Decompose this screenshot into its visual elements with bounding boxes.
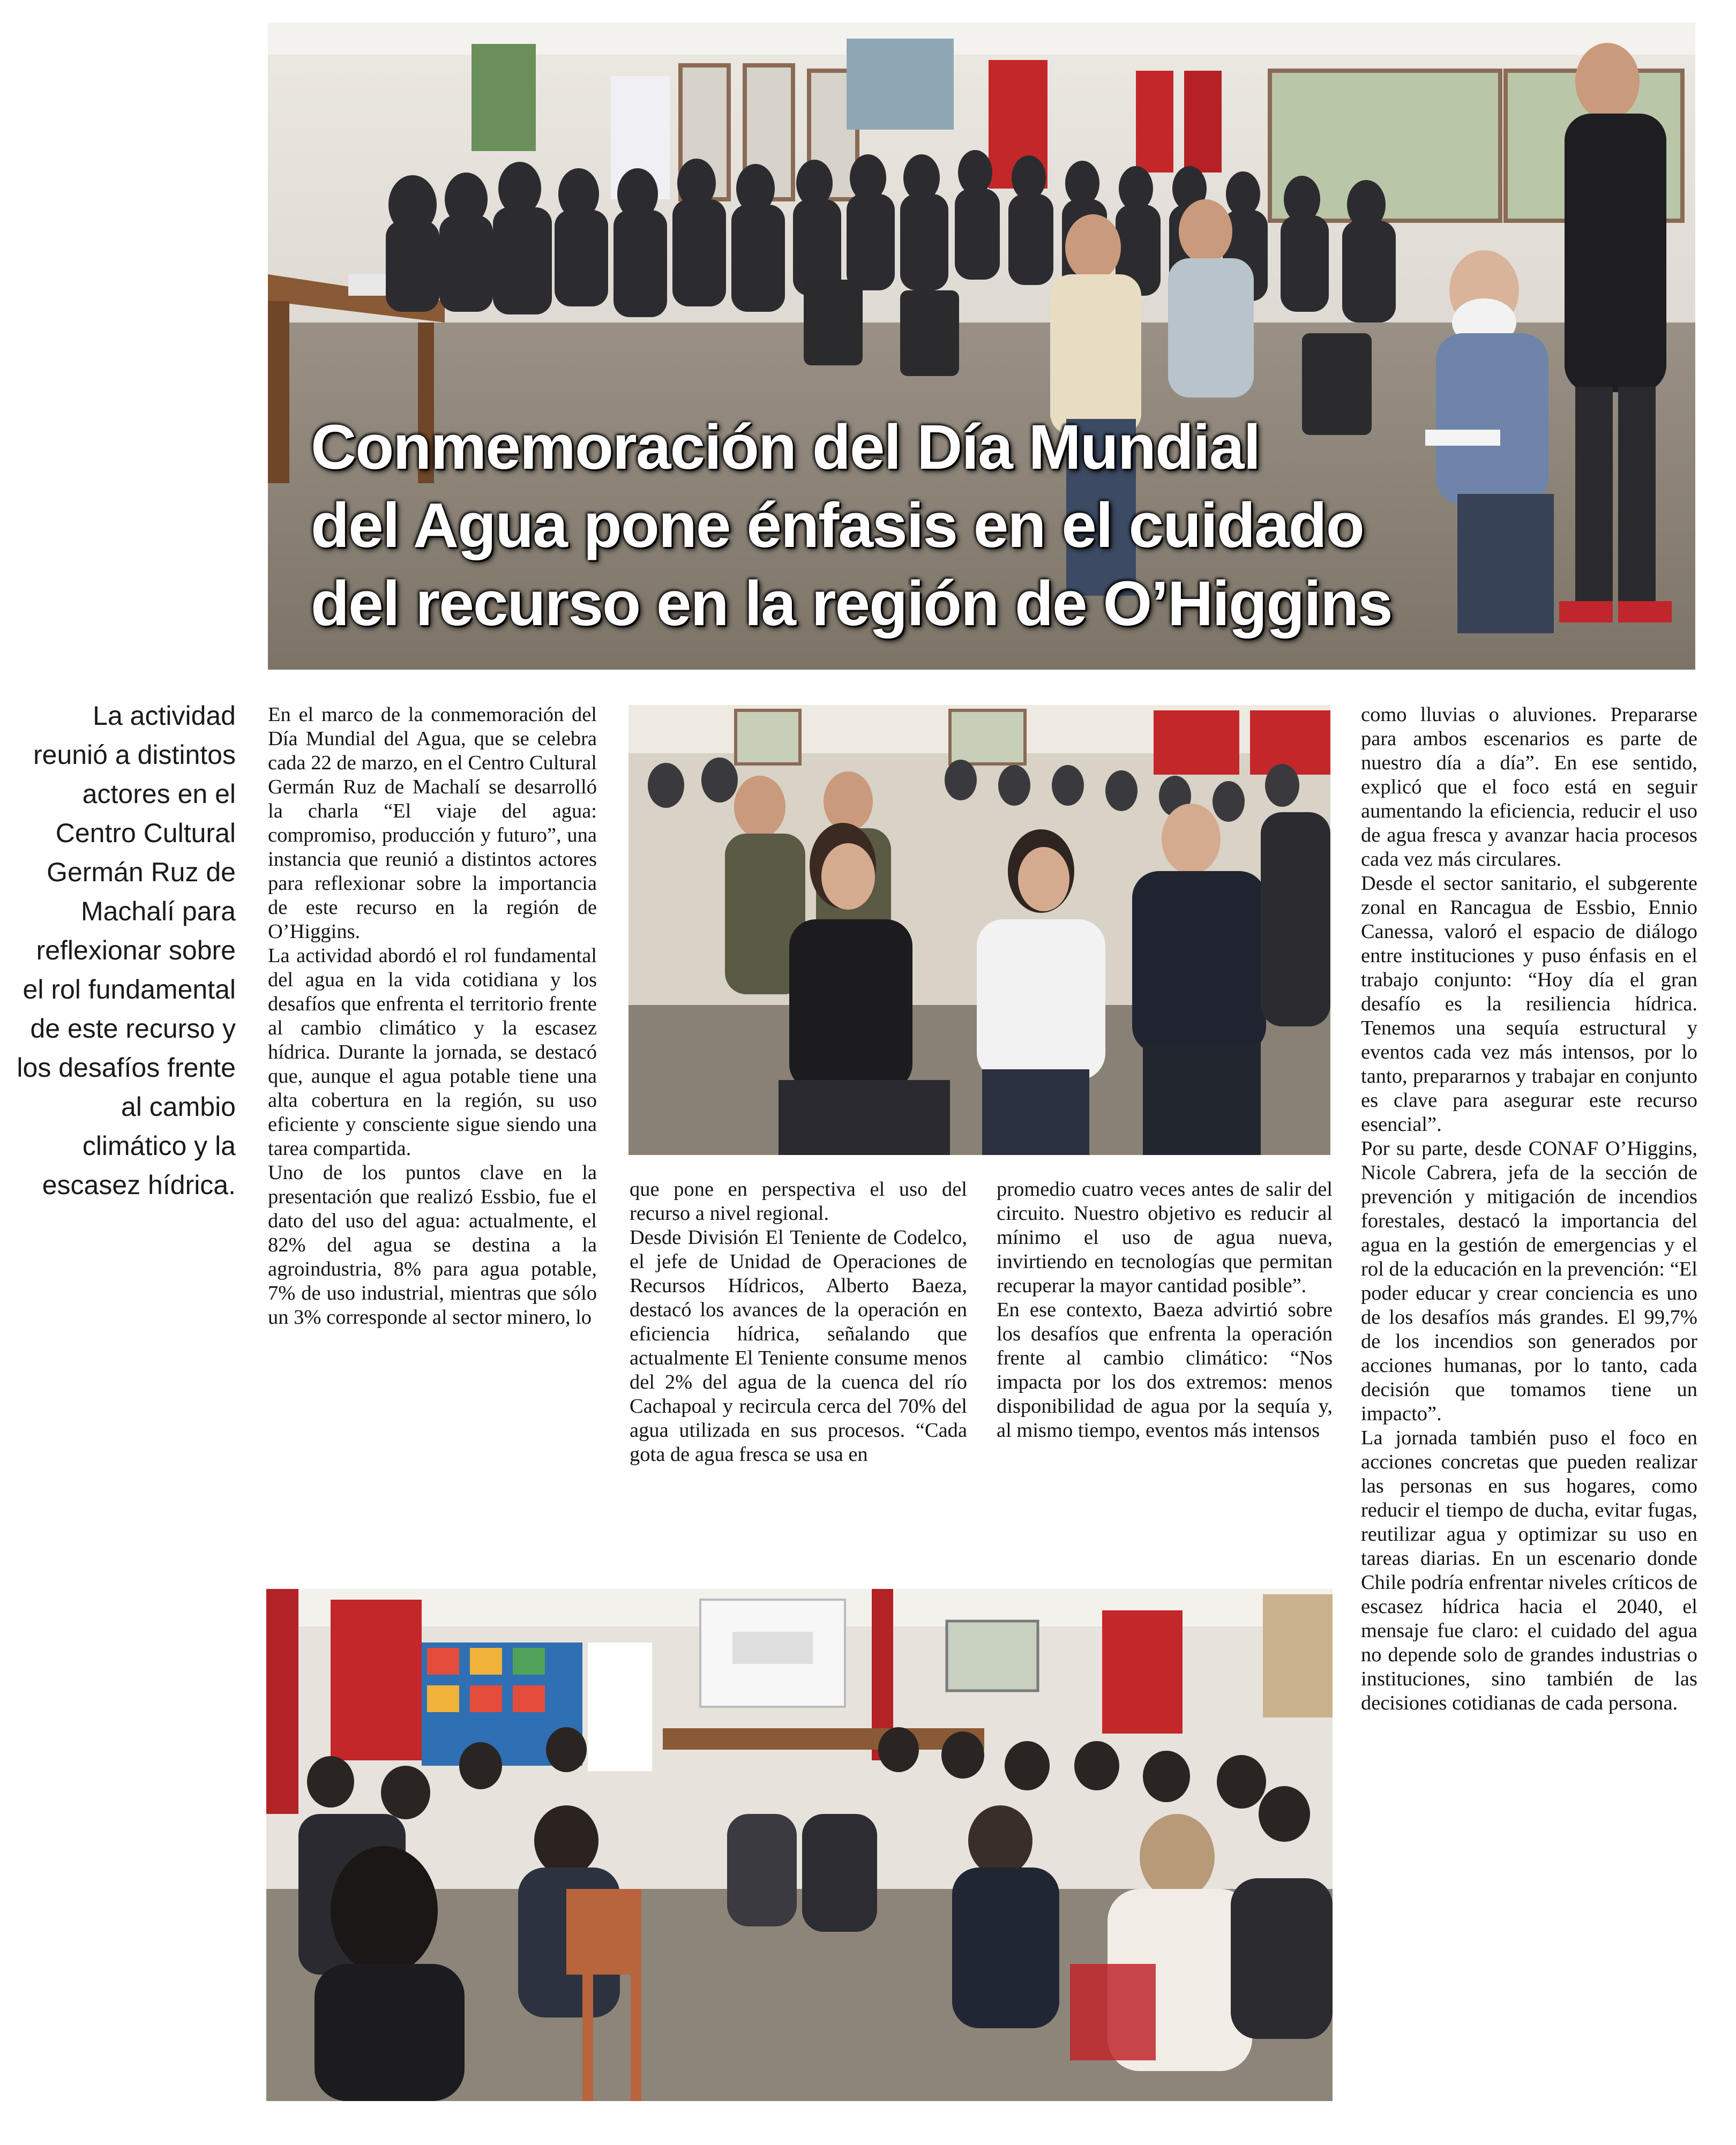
paragraph: Desde División El Teniente de Codelco, el jefe de Unidad de Operaciones de Recursos Hídricos, Alberto Baeza, destacó los avances de la operación en eficiencia hídrica, señalando que actualmente El Teniente consume menos del 2% del agua de la cuenca del río Cachapoal y recircula cerca del 70% del agua utilizada en sus procesos. “Cada gota de agua fresca se usa en [630, 1226, 967, 1466]
audience-photo-middle [628, 705, 1330, 1155]
paragraph: En ese contexto, Baeza advirtió sobre los desafíos que enfrenta la operación frente al cambio climático: “Nos impacta por los dos extremos: menos disponibilidad de agua por la sequía y, al mismo tiempo, eventos más intensos [997, 1299, 1333, 1442]
headline-line-3: del recurso en la región de O’Higgins [311, 568, 1392, 639]
paragraph: que pone en perspectiva el uso del recurso a nivel regional. [630, 1178, 967, 1225]
headline [311, 408, 1543, 643]
headline-line-1: Conmemoración del Día Mundial [311, 412, 1260, 483]
article-column-4 [1361, 703, 1697, 2117]
audience-photo-bottom [266, 1589, 1333, 2101]
paragraph: Uno de los puntos clave en la presentación que realizó Essbio, fue el dato del uso del agua: actualmente, el 82% del agua se destina a la agroindustria, 8% para agua potable, 7% de uso industrial, mientras que sólo un 3% corresponde al sector minero, lo [268, 1161, 597, 1329]
paragraph: promedio cuatro veces antes de salir del circuito. Nuestro objetivo es reducir al mínimo el uso de agua nueva, invirtiendo en tecnologías que permitan recuperar la mayor cantidad posible”. [997, 1178, 1333, 1297]
audience-photo-middle-image [628, 705, 1330, 1155]
audience-photo-bottom-image [266, 1589, 1333, 2101]
paragraph: La actividad abordó el rol fundamental del agua en la vida cotidiana y los desafíos que enfrenta el territorio frente al cambio climático y la escasez hídrica. Durante la jornada, se destacó que, aunque el agua potable tiene una alta cobertura en la región, su uso eficiente y consciente sigue siendo una tarea compartida. [268, 944, 597, 1160]
paragraph: Por su parte, desde CONAF O’Higgins, Nicole Cabrera, jefa de la sección de prevención y mitigación de incendios forestales, destacó la importancia del agua en la gestión de emergencias y el rol de la educación en la prevención: “El poder educar y crear conciencia es uno de los desafíos más grandes. El 99,7% de los incendios son generados por acciones humanas, por lo tanto, cada decisión que tomamos tiene un impacto”. [1361, 1137, 1697, 1425]
paragraph: La jornada también puso el foco en acciones concretas que pueden realizar las personas en sus hogares, como reducir el tiempo de ducha, evitar fugas, reutilizar agua y optimizar su uso en tareas diarias. En un escenario donde Chile podría enfrentar niveles críticos de escasez hídrica hacia el 2040, el mensaje fue claro: el cuidado del agua no depende solo de grandes industrias o instituciones, sino también de las decisiones cotidianas de cada persona. [1361, 1427, 1697, 1714]
headline-line-2: del Agua pone énfasis en el cuidado [311, 490, 1364, 561]
paragraph: como lluvias o aluviones. Prepararse para ambos escenarios es parte de nuestro día a día”. En ese sentido, explicó que el foco está en seguir aumentando la eficiencia, reducir el uso de agua fresca y avanzar hacia procesos cada vez más circulares. [1361, 703, 1697, 871]
article-column-2 [630, 1178, 967, 1574]
article-column-3 [997, 1178, 1333, 1574]
article-column-1 [268, 703, 597, 1571]
article-deck: La actividad reunió a distintos actores en el Centro Cultural Germán Ruz de Machalí para reflexionar sobre el rol fundamental de este recurso y los desafíos frente al cambio climático y la escasez hídrica. [17, 701, 236, 1200]
paragraph: Desde el sector sanitario, el subgerente zonal en Rancagua de Essbio, Ennio Canessa, valoró el espacio de diálogo entre instituciones y puso énfasis en el trabajo conjunto: “Hoy día el gran desafío es la resiliencia hídrica. Tenemos una sequía estructural y eventos cada vez más intensos, por lo tanto, prepararnos y trabajar en conjunto es clave para asegurar este recurso esencial”. [1361, 872, 1697, 1136]
hero-photo [268, 22, 1695, 670]
paragraph: En el marco de la conmemoración del Día Mundial del Agua, que se celebra cada 22 de marzo, en el Centro Cultural Germán Ruz de Machalí se desarrolló la charla “El viaje del agua: compromiso, producción y futuro”, una instancia que reunió a distintos actores para reflexionar sobre la importancia de este recurso en la región de O’Higgins. [268, 703, 597, 943]
